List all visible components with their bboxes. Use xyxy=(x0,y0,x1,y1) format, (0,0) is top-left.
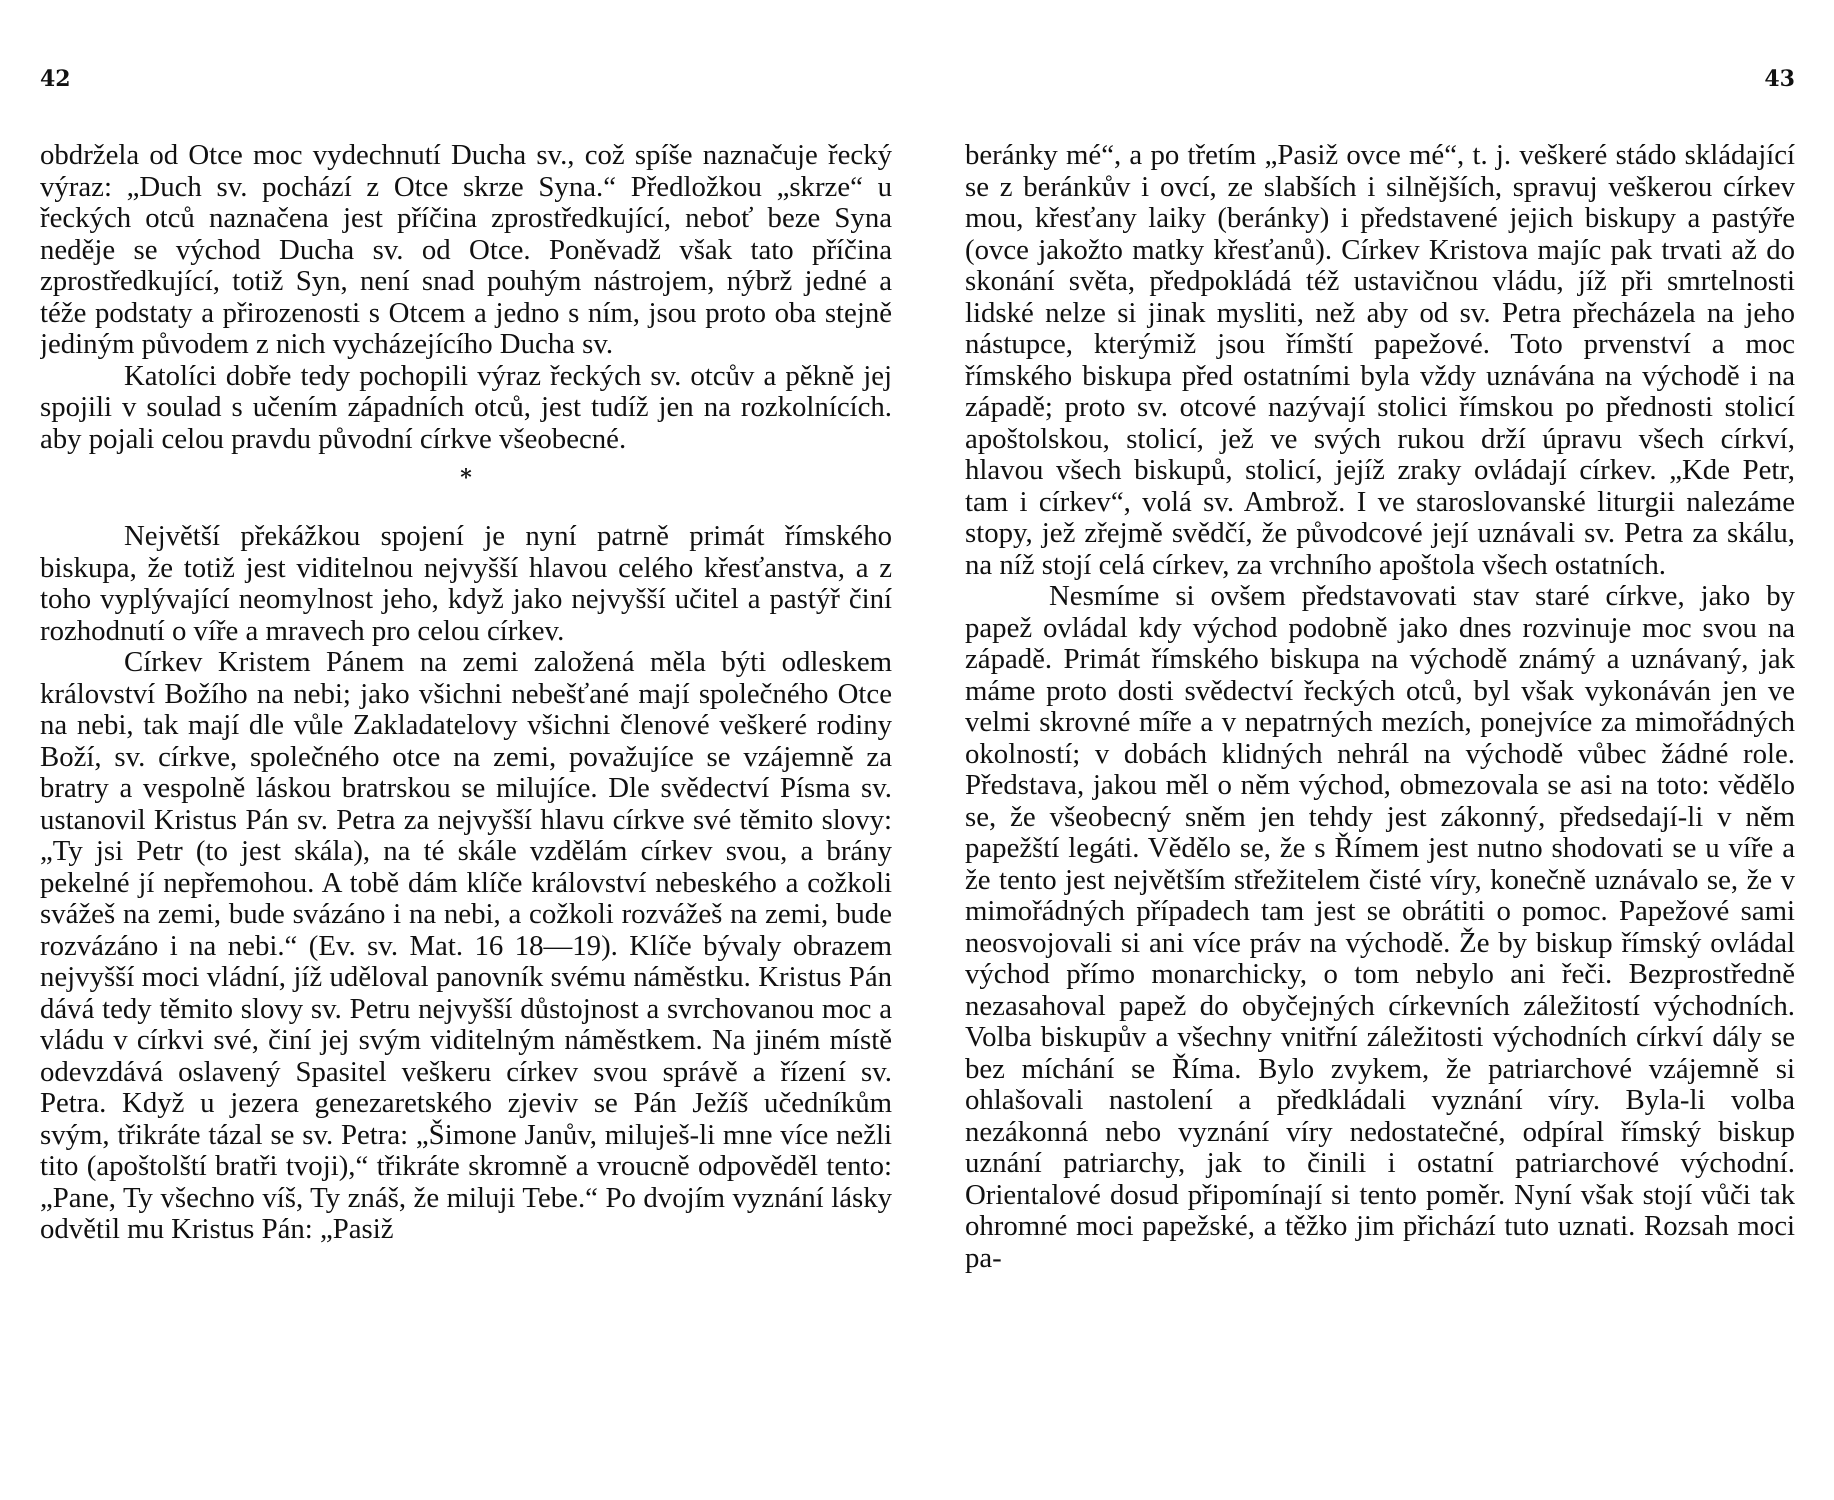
section-separator: * xyxy=(460,465,472,491)
paragraph: Církev Kristem Pánem na zemi založená měla býti odleskem království Božího na nebi; jako všichni nebešťané mají společného Otce na nebi, tak mají dle vůle Zakladatelovy všichni členové veškeré rodiny Boží, sv. církve, společného otce na zemi, považujíce se vzájemně za bratry a vespolně láskou bratrskou se milujíce. Dle svědectví Písma sv. ustanovil Kristus Pán sv. Petra za nejvyšší hlavu církve své těmito slovy: „Ty jsi Petr (to jest skála), na té skále vzdělám církev svou, a brány pekelné jí nepřemohou. A tobě dám klíče království nebeského a cožkoli svážeš na zemi, bude svázáno i na nebi, a cožkoli rozvážeš na zemi, bude rozvázáno i na nebi.“ (Ev. sv. Mat. 16 18—19). Klíče bývaly obrazem nejvyšší moci vládní, jíž uděloval panovník svému náměstku. Kristus Pán dává tedy těmito slovy sv. Petru nejvyšší důstojnost a svrchovanou moc a vládu v církvi své, činí jej svým viditelným náměstkem. Na jiném místě odevzdává oslavený Spasitel veškeru církev svou správě a řízení sv. Petra. Když u jezera genezaretského zjeviv se Pán Ježíš učedníkům svým, třikráte tázal se sv. Petra: „Šimone Janův, miluješ-li mne více nežli tito (apoštolští bratři tvoji),“ třikráte skromně a vroucně odpověděl tento: „Pane, Ty všechno víš, Ty znáš, že miluji Tebe.“ Po dvojím vyznání lásky odvětil mu Kristus Pán: „Pasiž xyxy=(40,646,892,1245)
paragraph: obdržela od Otce moc vydechnutí Ducha sv., což spíše naznačuje řecký výraz: „Duch sv. pochází z Otce skrze Syna.“ Předložkou „skrze“ u řeckých otců naznačena jest příčina zprostředkující, neboť beze Syna neděje se východ Ducha sv. od Otce. Poněvadž však tato příčina zprostředkující, totiž Syn, není snad pouhým nástrojem, nýbrž jedné a téže podstaty a přirozenosti s Otcem a jedno s ním, jsou proto oba stejně jediným původem z nich vycházejícího Ducha sv. xyxy=(40,139,892,360)
page-body xyxy=(965,140,1795,1274)
paragraph: Nesmíme si ovšem představovati stav staré církve, jako by papež ovládal kdy východ podobně jako dnes rozvinuje moc svou na západě. Primát římského biskupa na východě známý a uznávaný, jak máme proto dosti svědectví řeckých otců, byl však vykonáván jen ve velmi skrovné míře a v nepatrných mezích, ponejvíce za mimořádných okolností; v dobách klidných nehrál na východě vůbec žádné role. Představa, jakou měl o něm východ, obmezovala se asi na toto: vědělo se, že všeobecný sněm jen tehdy jest zákonný, předsedají-li v něm papežští legáti. Vědělo se, že s Římem jest nutno shodovati se u víře a že tento jest největším střežitelem čisté víry, konečně uznávalo se, že v mimořádných případech tam jest se obrátiti o pomoc. Papežové sami neosvojovali si ani více práv na východě. Že by biskup římský ovládal východ přímo monarchicky, o tom nebylo ani řeči. Bezprostředně nezasahoval papež do obyčejných církevních záležitostí východních. Volba biskupův a všechny vnitřní záležitosti východních církví dály se bez míchání se Říma. Bylo zvykem, že patriarchové vzájemně si ohlašovali nastolení a předkládali vyznání víry. Byla-li volba nezákonná nebo vyznání víry nedostatečné, odpíral římský biskup uznání patriarchy, jak to činili i ostatní patriarchové východní. Orientalové dosud připomínají si tento poměr. Nyní však stojí vůči tak ohromné moci papežské, a těžko jim přichází tuto uznati. Rozsah moci pa- xyxy=(965,580,1795,1274)
left-page xyxy=(40,0,892,1500)
page-number: 43 xyxy=(1764,66,1795,92)
paragraph: Katolíci dobře tedy pochopili výraz řeckých sv. otcův a pěkně jej spojili v soulad s učením západních otců, jest tudíž jen na rozkolnících. aby pojali celou pravdu původní církve všeobecné. xyxy=(40,359,892,455)
right-page xyxy=(965,0,1795,1500)
page-body xyxy=(40,140,892,1246)
page-number: 42 xyxy=(40,66,71,92)
paragraph: beránky mé“, a po třetím „Pasiž ovce mé“, t. j. veškeré stádo skládající se z beránkův i ovcí, ze slabších i silnějších, spravuj veškerou církev mou, křesťany laiky (beránky) i představené jejich biskupy a pastýře (ovce jakožto matky křesťanů). Církev Kristova majíc pak trvati až do skonání světa, předpokládá též ustavičnou vládu, jíž při smrtelnosti lidské nelze si jinak mysliti, než aby od sv. Petra přecházela na jeho nástupce, kterýmiž jsou římští papežové. Toto prvenství a moc římského biskupa před ostatními byla vždy uznávána na východě i na západě; proto sv. otcové nazývají stolici římskou po přednosti stolicí apoštolskou, stolicí, jež ve svých rukou drží úpravu všech církví, hlavou všech biskupů, stolicí, jejíž zraky ovládají církev. „Kde Petr, tam i církev“, volá sv. Ambrož. I ve staroslovanské liturgii nalezáme stopy, jež zřejmě svědčí, že původcové její uznávali sv. Petra za skálu, na níž stojí celá církev, za vrchního apoštola všech ostatních. xyxy=(965,139,1795,581)
paragraph: Největší překážkou spojení je nyní patrně primát římského biskupa, že totiž jest viditelnou nejvyšší hlavou celého křesťanstva, a z toho vyplývající neomylnost jeho, když jako nejvyšší učitel a pastýř činí rozhodnutí o víře a mravech pro celou církev. xyxy=(40,520,892,647)
